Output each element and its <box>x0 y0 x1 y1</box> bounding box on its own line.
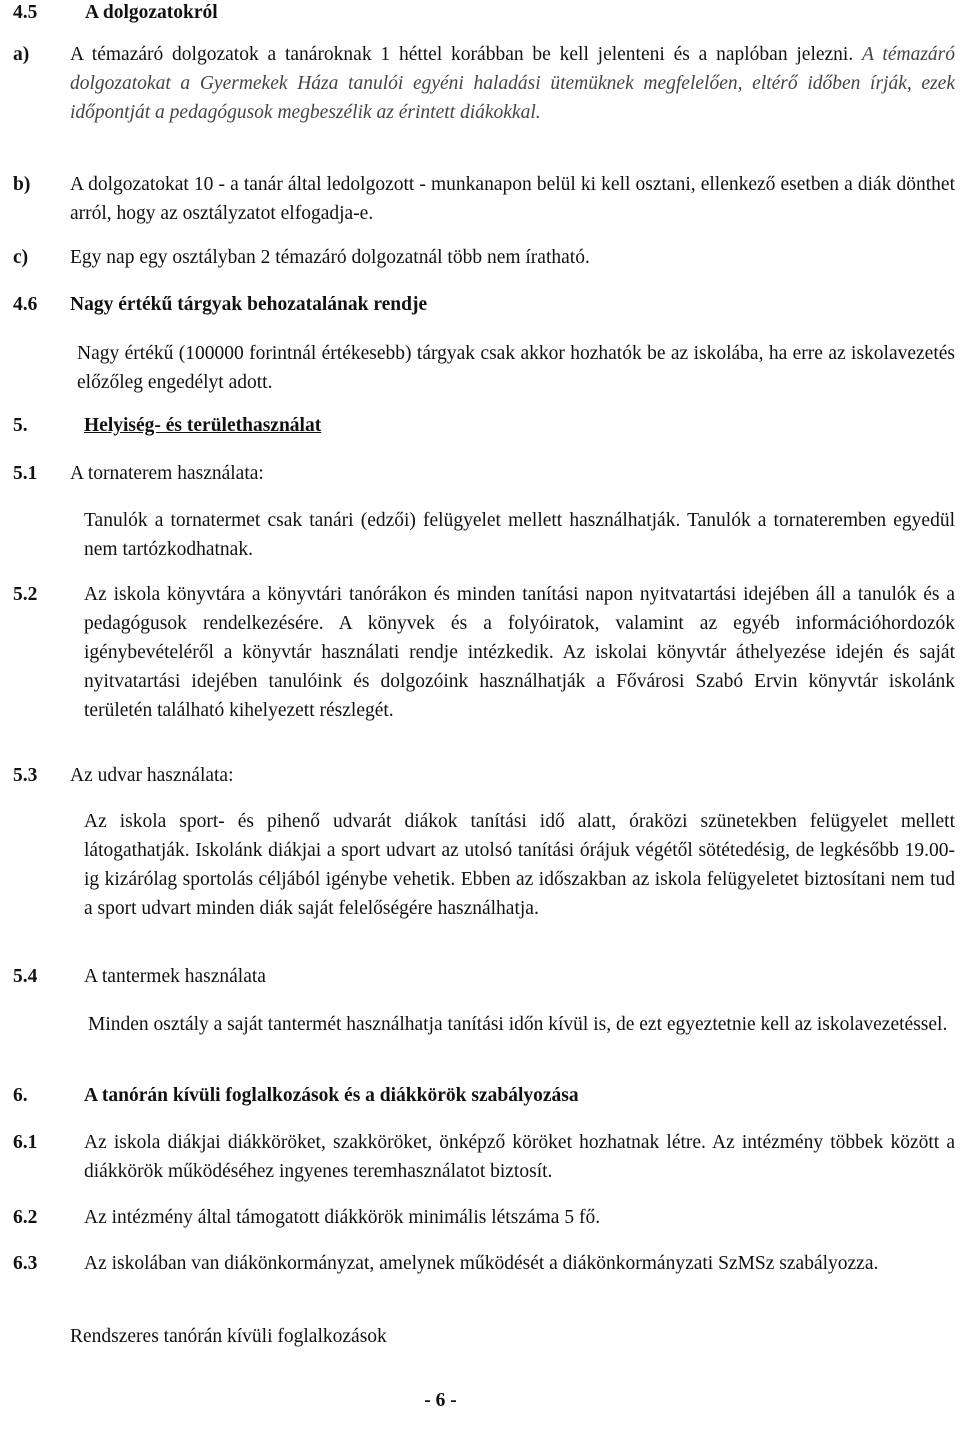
item-b-text: A dolgozatokat 10 - a tanár által ledolgozott - munkanapon belül ki kell osztani, ellenkező esetben a diák dönthet arról, hogy az osztályzatot elfogadja-e. <box>70 174 955 224</box>
section-text: Az iskola sport- és pihenő udvarát diákok tanítási idő alatt, óraközi szünetekben felügyelet mellett látogathatják. Iskolánk diákjai a sport udvart az utolsó tanítási órájuk végétől sötétedésig, de legkésőbb 19.00-ig kizárólag sportolás céljából igénybe vehetik. Ebben az időszakban az iskola felügyeletet biztosítani nem tud a sport udvart minden diák saját felelőségére használhatja. <box>84 811 955 919</box>
section-number: 6. <box>13 1085 28 1106</box>
chapter-title: A tanórán kívüli foglalkozások és a diákkörök szabályozása <box>84 1085 579 1106</box>
section-title: Az udvar használata: <box>70 765 234 786</box>
section-number: 6.3 <box>13 1253 38 1274</box>
item-label: b) <box>13 174 31 195</box>
section-number: 4.6 <box>13 294 38 315</box>
item-label: a) <box>13 44 30 65</box>
section-title: A tornaterem használata: <box>70 463 264 484</box>
section-title: Nagy értékű tárgyak behozatalának rendje <box>70 294 428 315</box>
item-a-text <box>70 40 955 127</box>
section-title: A tantermek használata <box>84 966 266 987</box>
section-text: Az iskolában van diákönkormányzat, amelynek működését a diákönkormányzati SzMSz szabályozza. <box>84 1253 879 1274</box>
chapter-title: Helyiség- és területhasználat <box>84 415 322 436</box>
item-a-plain: A témazáró dolgozatok a tanároknak 1 héttel korábban be kell jelenteni és a naplóban jelezni. <box>70 44 854 65</box>
item-label: c) <box>13 247 29 268</box>
section-number: 4.5 <box>13 2 38 23</box>
section-text: Az iskola könyvtára a könyvtári tanórákon és minden tanítási napon nyitvatartási idejében áll a tanulók és a pedagógusok rendelkezésére. A könyvek és a folyóiratok, valamint az egyéb információhordozók igénybevételéről a könyvtár használati rendje intézkedik. Az iskolai könyvtár áthelyezése idején és saját nyitvatartási idejében tanulóink és dolgozóink használhatják a Fővárosi Szabó Ervin könyvtár iskolánk területén található kihelyezett részlegét. <box>84 584 955 721</box>
section-title: A dolgozatokról <box>85 2 218 23</box>
section-number: 5.3 <box>13 765 38 786</box>
section-text: Tanulók a tornatermet csak tanári (edzői) felügyelet mellett használhatják. Tanulók a tornateremben egyedül nem tartózkodhatnak. <box>84 510 955 560</box>
section-number: 5. <box>13 415 28 436</box>
section-text: Minden osztály a saját tantermét használhatja tanítási időn kívül is, de ezt egyeztetnie kell az iskolavezetéssel. <box>88 1014 948 1035</box>
section-text: Nagy értékű (100000 forintnál értékesebb) tárgyak csak akkor hozhatók be az iskolába, ha erre az iskolavezetés előzőleg engedélyt adott. <box>77 343 955 393</box>
section-number: 6.1 <box>13 1132 38 1153</box>
item-c-text: Egy nap egy osztályban 2 témazáró dolgozatnál több nem íratható. <box>70 247 590 268</box>
section-text: Az intézmény által támogatott diákkörök minimális létszáma 5 fő. <box>84 1207 601 1228</box>
section-text: Az iskola diákjai diákköröket, szakköröket, önképző köröket hozhatnak létre. Az intézmény többek között a diákkörök működéséhez ingyenes teremhasználatot biztosít. <box>84 1132 955 1182</box>
section-number: 5.2 <box>13 584 38 605</box>
subheading: Rendszeres tanórán kívüli foglalkozások <box>70 1326 387 1347</box>
page-number: - 6 - <box>424 1390 457 1411</box>
section-number: 5.4 <box>13 966 38 987</box>
section-number: 6.2 <box>13 1207 38 1228</box>
section-number: 5.1 <box>13 463 38 484</box>
item-a-italic: A témazáró dolgozatokat a Gyermekek Háza tanulói egyéni haladási ütemüknek megfelelően, eltérő időben írják, ezek időpontját a pedagógusok megbeszélik az érintett diákokkal. <box>70 44 955 123</box>
